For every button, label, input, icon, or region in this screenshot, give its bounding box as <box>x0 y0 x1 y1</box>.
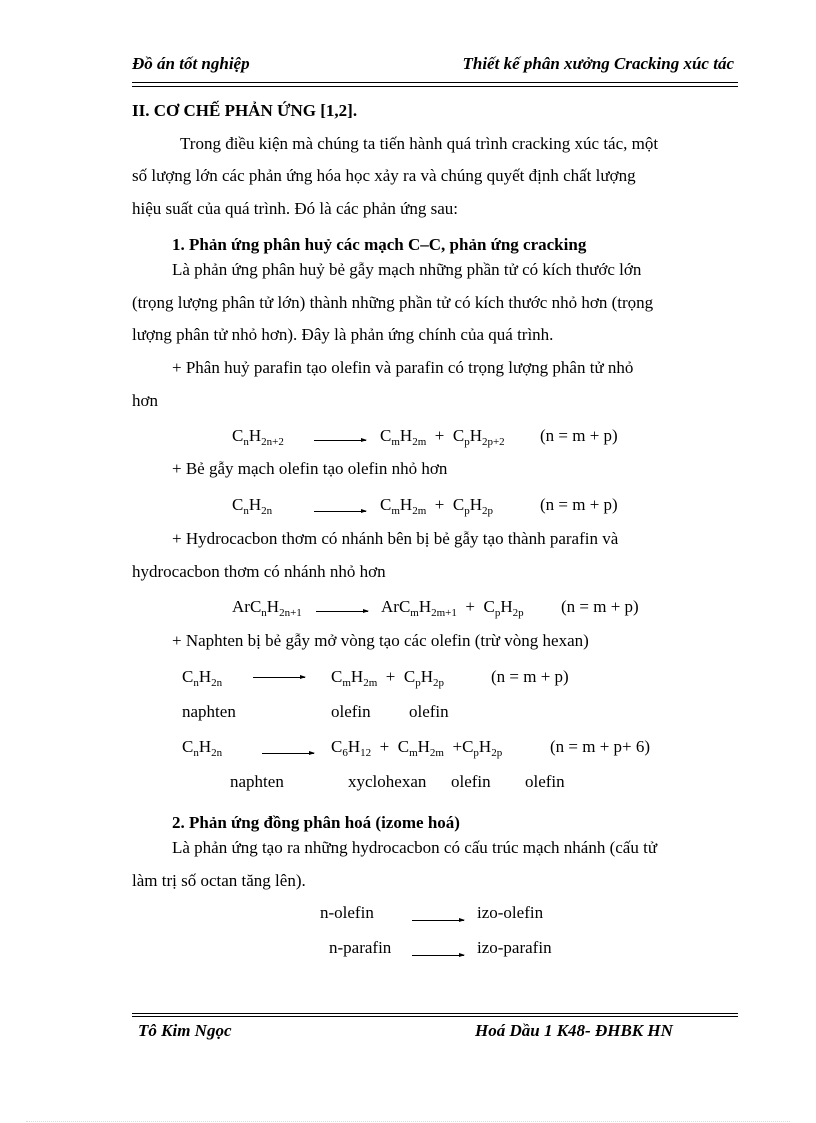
footer-left: Tô Kim Ngọc <box>138 1021 232 1040</box>
eq4-products: $C_mH_{2m} + C_pH_{2p}$ <box>331 667 444 689</box>
eq5-cond: (n = m + p+ 6) <box>550 737 651 756</box>
footer-rule-2 <box>132 1016 738 1017</box>
item-d: + Naphten bị bẻ gẫy mở vòng tạo các olefin (trừ vòng hexan) <box>172 631 589 650</box>
eq2-cond: (n = m + p) <box>540 495 618 514</box>
eq2-reactant: $C_nH_{2n}$ <box>232 495 273 517</box>
eq4-reactant: $C_nH_{2n}$ <box>182 667 223 689</box>
eq3-plus: + <box>465 597 475 616</box>
eq2-arrow <box>314 511 366 512</box>
subsection-1-title: 1. Phản ứng phân huỷ các mạch C–C, phản ứng cracking <box>172 235 587 254</box>
iso-eq2-left: n-parafin <box>329 938 392 957</box>
footer-rule <box>132 1013 738 1014</box>
eq5-label-naphten: naphten <box>230 772 284 791</box>
iso-eq1-arrow <box>412 920 464 921</box>
eq2-products: $C_mH_{2m} + C_pH_{2p}$ <box>380 495 493 517</box>
intro-line-1: Trong điều kiện mà chúng ta tiến hành quá trình cracking xúc tác, một <box>180 134 659 153</box>
eq5-arrow <box>262 753 314 754</box>
item-b: + Bẻ gẫy mạch olefin tạo olefin nhỏ hơn <box>172 459 448 478</box>
item-c-line-2: hydrocacbon thơm có nhánh nhỏ hơn <box>132 562 386 581</box>
eq4-label-naphten: naphten <box>182 702 236 721</box>
subsection-2-title: 2. Phản ứng đồng phân hoá (izome hoá) <box>172 813 460 832</box>
footer-right: Hoá Dầu 1 K48- ĐHBK HN <box>475 1021 673 1040</box>
eq5-products: $C_6H_{12} + C_mH_{2m} +C_pH_{2p}$ <box>331 737 503 759</box>
eq1-reactant: $C_nH_{2n+2}$ <box>232 426 284 448</box>
eq3-cond: (n = m + p) <box>561 597 639 616</box>
page-bottom-dots <box>26 1121 790 1122</box>
item-a-line-2: hơn <box>132 391 158 410</box>
eq4-label-olefin-2: olefin <box>409 702 449 721</box>
iso-eq2-right: izo-parafin <box>477 938 552 957</box>
eq4-plus: + <box>385 667 396 686</box>
eq4-label-olefin-1: olefin <box>331 702 371 721</box>
eq3-arrow <box>316 611 368 612</box>
item-a-line-1: + Phân huỷ parafin tạo olefin và parafin có trọng lượng phân tử nhỏ <box>172 358 634 377</box>
header-rule <box>132 82 738 83</box>
eq1-products: $C_mH_{2m} + C_pH_{2p+2}$ <box>380 426 505 448</box>
iso-eq2-arrow <box>412 955 464 956</box>
eq3-reactant: $ArC_nH_{2n+1}$ <box>232 597 302 619</box>
iso-eq1-left: n-olefin <box>320 903 374 922</box>
header-right: Thiết kế phân xưởng Cracking xúc tác <box>462 54 734 73</box>
sub2-line-2: làm trị số octan tăng lên). <box>132 871 306 890</box>
eq5-reactant: $C_nH_{2n}$ <box>182 737 223 759</box>
eq5-plus-1: + <box>379 737 390 756</box>
sub1-line-2: (trọng lượng phân tử lớn) thành những phần tử có kích thước nhỏ hơn (trọng <box>132 293 654 312</box>
eq1-cond: (n = m + p) <box>540 426 618 445</box>
eq4-arrow <box>253 677 305 678</box>
eq2-plus: + <box>434 495 445 514</box>
item-c-line-1: + Hydrocacbon thơm có nhánh bên bị bẻ gẫy tạo thành parafin và <box>172 529 619 548</box>
header-rule-2 <box>132 86 738 87</box>
eq4-cond: (n = m + p) <box>491 667 569 686</box>
sub2-line-1: Là phản ứng tạo ra những hydrocacbon có cấu trúc mạch nhánh (cấu tử <box>172 838 658 857</box>
eq5-label-olefin-1: olefin <box>451 772 491 791</box>
eq5-label-xyclohexan: xyclohexan <box>348 772 427 791</box>
eq5-plus-2: + <box>452 737 463 756</box>
eq1-arrow <box>314 440 366 441</box>
section-title: II. CƠ CHẾ PHẢN ỨNG [1,2]. <box>132 101 358 120</box>
header-left: Đồ án tốt nghiệp <box>132 54 250 73</box>
sub1-line-1: Là phản ứng phân huỷ bẻ gẫy mạch những phần tử có kích thước lớn <box>172 260 642 279</box>
iso-eq1-right: izo-olefin <box>477 903 544 922</box>
intro-line-3: hiệu suất của quá trình. Đó là các phản ứng sau: <box>132 199 458 218</box>
intro-line-2: số lượng lớn các phản ứng hóa học xảy ra và chúng quyết định chất lượng <box>132 166 636 185</box>
eq1-plus: + <box>434 426 445 445</box>
sub1-line-3: lượng phân tử nhỏ hơn). Đây là phản ứng chính của quá trình. <box>132 325 554 344</box>
eq3-products: $ArC_mH_{2m+1} + C_pH_{2p}$ <box>381 597 524 619</box>
eq5-label-olefin-2: olefin <box>525 772 565 791</box>
